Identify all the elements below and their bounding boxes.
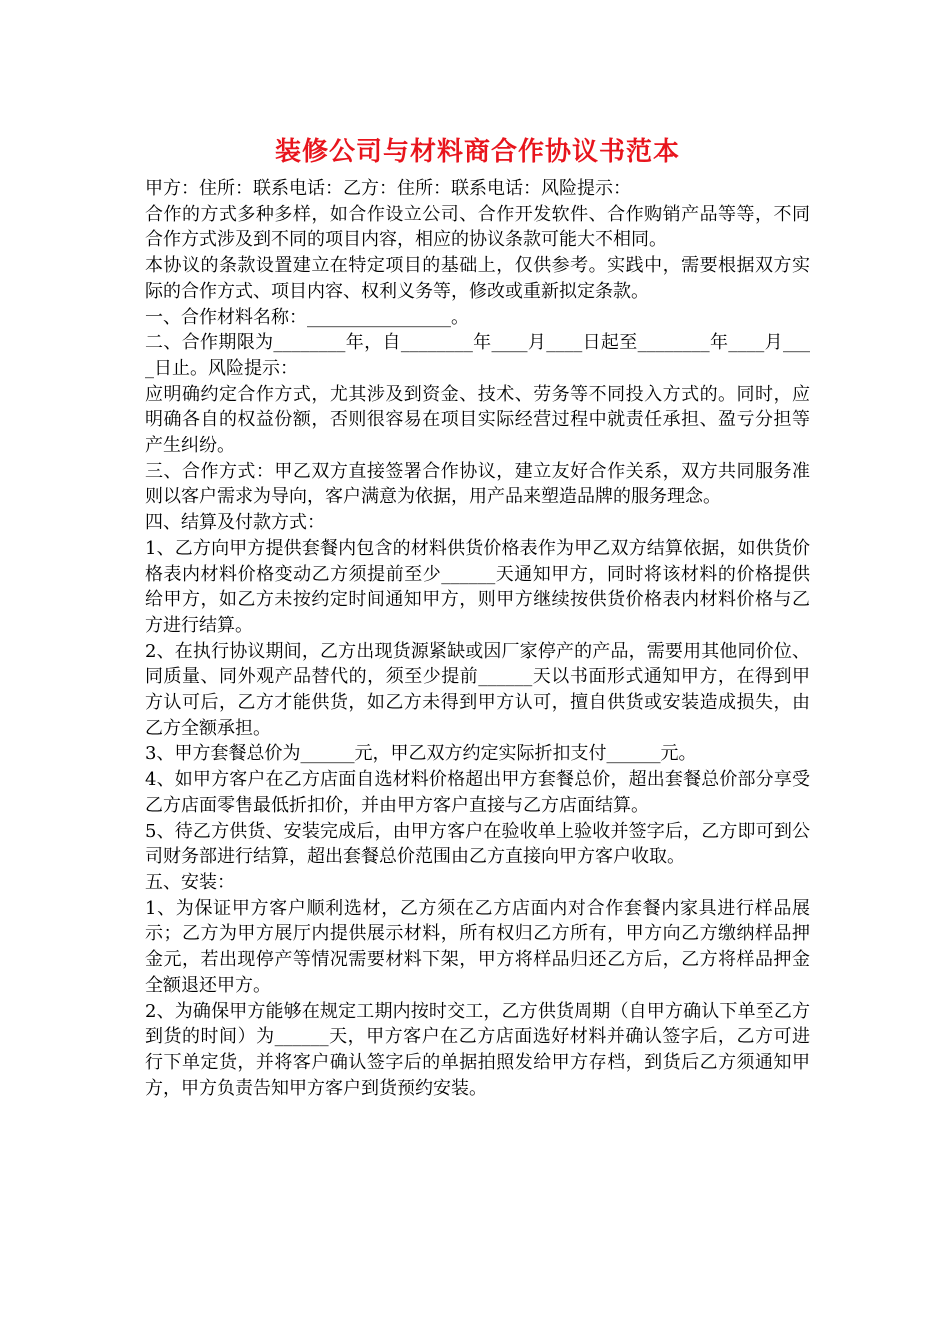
party-info-line: 甲方：住所：联系电话：乙方：住所：联系电话：风险提示： (145, 178, 631, 199)
section-heading-settlement: 四、结算及付款方式： (145, 512, 325, 534)
settlement-item: 3、甲方套餐总价为______元，甲乙双方约定实际折扣支付______元。 (145, 743, 697, 765)
clause-term: 二、合作期限为________年，自________年____月____日起至________年____月____日止。风险提示： (145, 332, 810, 379)
section-heading-installation: 五、安装： (145, 871, 235, 893)
document-page (145, 128, 810, 1101)
document-title: 装修公司与材料商合作协议书范本 (274, 137, 680, 167)
settlement-item: 5、待乙方供货、安装完成后，由甲方客户在验收单上验收并签字后，乙方即可到公司财务部进行结算，超出套餐总价范围由乙方直接向甲方客户收取。 (145, 820, 810, 868)
settlement-item: 1、乙方向甲方提供套餐内包含的材料供货价格表作为甲乙双方结算依据，如供货价格表内材料价格变动乙方须提前至少______天通知甲方，同时将该材料的价格提供给甲方，如乙方未按约定时间通知甲方，则甲方继续按供货价格表内材料价格与乙方进行结算。 (145, 537, 810, 636)
settlement-item: 4、如甲方客户在乙方店面自选材料价格超出甲方套餐总价，超出套餐总价部分享受乙方店面零售最低折扣价，并由甲方客户直接与乙方店面结算。 (145, 769, 810, 816)
risk-note-paragraph: 应明确约定合作方式，尤其涉及到资金、技术、劳务等不同投入方式的。同时，应明确各自的权益份额，否则很容易在项目实际经营过程中就责任承担、盈亏分担等产生纠纷。 (145, 383, 810, 457)
installation-item: 1、为保证甲方客户顺利选材，乙方须在乙方店面内对合作套餐内家具进行样品展示；乙方为甲方展厅内提供展示材料，所有权归乙方所有，甲方向乙方缴纳样品押金元，若出现停产等情况需要材料下架，甲方将样品归还乙方后，乙方将样品押金全额退还甲方。 (145, 897, 810, 996)
clause-material-name: 一、合作材料名称：________________。 (145, 306, 469, 328)
settlement-item: 2、在执行协议期间，乙方出现货源紧缺或因厂家停产的产品，需要用其他同价位、同质量、同外观产品替代的，须至少提前______天以书面形式通知甲方，在得到甲方认可后，乙方才能供货，如乙方未得到甲方认可，擅自供货或安装造成损失，由乙方全额承担。 (145, 640, 810, 739)
document-body (145, 176, 810, 1101)
clause-cooperation-method: 三、合作方式：甲乙双方直接签署合作协议，建立友好合作关系，双方共同服务准则以客户需求为导向，客户满意为依据，用产品来塑造品牌的服务理念。 (145, 460, 810, 508)
disclaimer-paragraph: 本协议的条款设置建立在特定项目的基础上，仅供参考。实践中，需要根据双方实际的合作方式、项目内容、权利义务等，修改或重新拟定条款。 (145, 255, 810, 302)
installation-item: 2、为确保甲方能够在规定工期内按时交工，乙方供货周期（自甲方确认下单至乙方到货的时间）为______天，甲方客户在乙方店面选好材料并确认签字后，乙方可进行下单定货，并将客户确认签字后的单据拍照发给甲方存档，到货后乙方须通知甲方，甲方负责告知甲方客户到货预约安装。 (145, 1000, 810, 1099)
risk-note-paragraph: 合作的方式多种多样，如合作设立公司、合作开发软件、合作购销产品等等，不同合作方式涉及到不同的项目内容，相应的协议条款可能大不相同。 (145, 203, 810, 251)
